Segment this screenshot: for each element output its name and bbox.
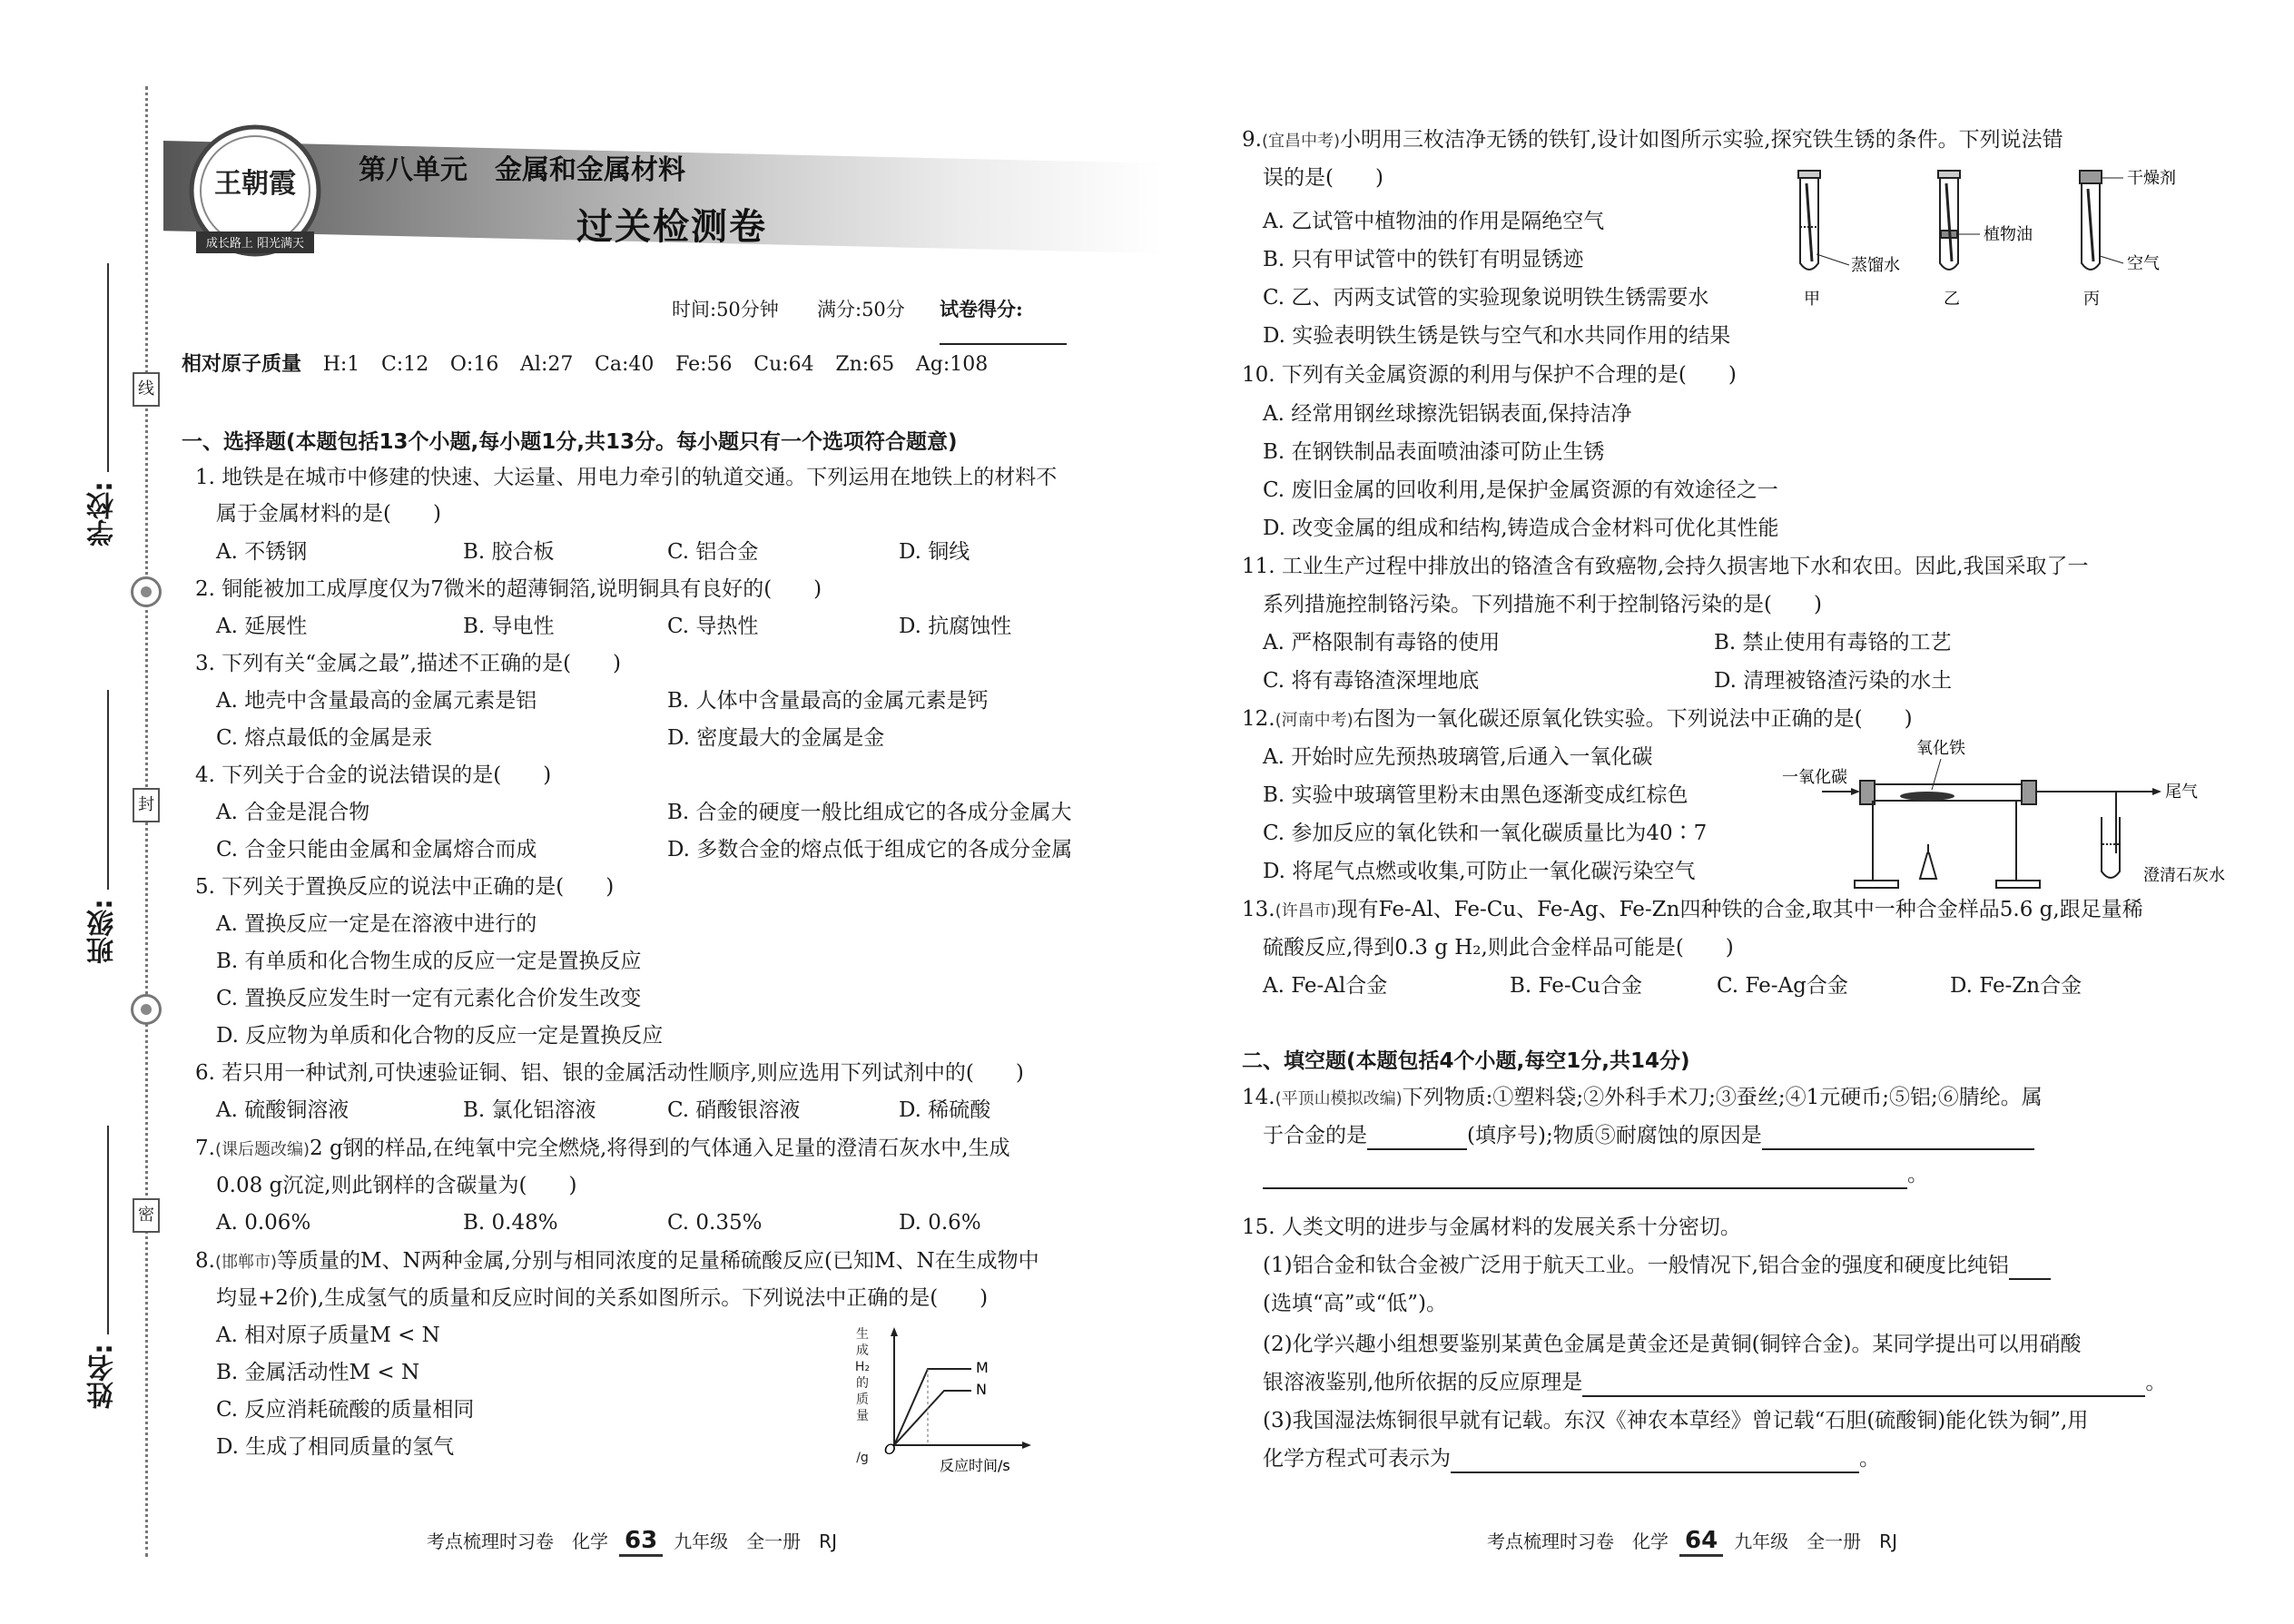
score-label: 试卷得分:: [940, 295, 1147, 345]
label-distilled-water: 蒸馏水: [1851, 256, 1900, 275]
question-11-stem: 系列措施控制铬污染。下列措施不利于控制铬污染的是( ): [1263, 593, 1822, 616]
label-tube-bing: 丙: [2083, 290, 2100, 309]
binding-tag-seal: 封: [133, 788, 160, 822]
name-field[interactable]: [107, 1126, 109, 1334]
question-1-stem: 1. 地铁是在城市中修建的快速、大运量、用电力牵引的轨道交通。下列运用在地铁上的材料不: [195, 466, 1058, 489]
school-label: 学校:: [87, 481, 119, 546]
label-plant-oil: 植物油: [1984, 225, 2033, 244]
question-source: (课后题改编): [214, 1140, 310, 1159]
option-d[interactable]: D. 清理被铬渣污染的水土: [1714, 669, 1953, 693]
option-a[interactable]: A. 经常用钢丝球擦洗铝锅表面,保持洁净: [1263, 402, 1632, 426]
logo-text: 王朝霞: [214, 168, 296, 200]
question-source: (邯郸市): [214, 1253, 277, 1272]
iron-oxide-powder: [1900, 792, 1954, 801]
option-b[interactable]: B. 人体中含量最高的金属元素是钙: [667, 689, 989, 713]
footer-left: 考点梳理时习卷 化学 63 九年级 全一册 RJ: [427, 1527, 837, 1557]
option-b[interactable]: B. 有单质和化合物生成的反应一定是置换反应: [216, 950, 642, 973]
label-tube-yi: 乙: [1944, 290, 1960, 309]
question-14-stem: 14.(平顶山模拟改编)下列物质:①塑料袋;②外科手术刀;③蚕丝;④1元硬币;⑤铝;⑥腈纶。属: [1242, 1086, 2043, 1109]
question-source: (河南中考): [1275, 711, 1354, 730]
option-d[interactable]: D. 实验表明铁生锈是铁与空气和水共同作用的结果: [1263, 324, 1731, 348]
chart-y-arrow: [891, 1327, 898, 1336]
option-a[interactable]: A. 地壳中含量最高的金属元素是铝: [216, 689, 537, 713]
footer-right: 考点梳理时习卷 化学 64 九年级 全一册 RJ: [1487, 1527, 1897, 1557]
answer-blank[interactable]: [1762, 1128, 2034, 1150]
section-heading-choice: 一、选择题(本题包括13个小题,每小题1分,共13分。每小题只有一个选项符合题意): [182, 430, 958, 454]
question-6-stem: 6. 若只用一种试剂,可快速验证铜、铝、银的金属活动性顺序,则应选用下列试剂中的( ): [195, 1061, 1024, 1085]
option-a[interactable]: A. 硫酸铜溶液: [216, 1098, 350, 1122]
option-d[interactable]: D. 抗腐蚀性: [899, 615, 1012, 638]
option-a[interactable]: A. 严格限制有毒铬的使用: [1263, 631, 1501, 655]
option-a[interactable]: A. Fe-Al合金: [1263, 974, 1388, 998]
answer-blank[interactable]: [1582, 1375, 2145, 1397]
option-c[interactable]: C. 熔点最低的金属是汞: [216, 726, 433, 750]
atomic-mass-value: Al:27: [520, 353, 574, 376]
answer-blank[interactable]: [2009, 1258, 2051, 1280]
option-d[interactable]: D. 改变金属的组成和结构,铸造成合金材料可优化其性能: [1263, 517, 1779, 540]
option-c[interactable]: C. 置换反应发生时一定有元素化合价发生改变: [216, 987, 642, 1010]
question-14-stem: 于合金的是 (填序号);物质⑤耐腐蚀的原因是: [1263, 1121, 2034, 1150]
answer-blank[interactable]: [1451, 1452, 1859, 1473]
right-page: [1147, 0, 2294, 1624]
chart-series-n: N: [976, 1381, 987, 1398]
option-d[interactable]: D. 多数合金的熔点低于组成它的各成分金属: [667, 838, 1073, 861]
option-c[interactable]: C. 参加反应的氧化铁和一氧化碳质量比为40∶7: [1263, 822, 1708, 845]
binding-hole-icon: [131, 576, 162, 607]
atomic-mass-value: O:16: [449, 353, 499, 376]
atomic-mass-value: C:12: [380, 353, 429, 376]
binding-tag-secret: 密: [133, 1198, 160, 1233]
atomic-mass-value: Zn:65: [835, 353, 895, 376]
option-c[interactable]: C. 合金只能由金属和金属熔合而成: [216, 838, 537, 861]
svg-text:量: 量: [856, 1409, 869, 1423]
atomic-mass-label: 相对原子质量: [182, 352, 302, 376]
tube-yi: [1938, 171, 1960, 270]
option-d[interactable]: D. 铜线: [899, 540, 970, 564]
option-a[interactable]: A. 相对原子质量M < N: [216, 1324, 440, 1347]
question-15-part-3: (3)我国湿法炼铜很早就有记载。东汉《神农本草经》曾记载“石胆(硫酸铜)能化铁为铜”,用: [1263, 1409, 2089, 1432]
svg-text:成: 成: [856, 1343, 869, 1358]
option-a[interactable]: A. 延展性: [216, 615, 308, 638]
option-b[interactable]: B. Fe-Cu合金: [1510, 974, 1643, 998]
question-3-stem: 3. 下列有关“金属之最”,描述不正确的是( ): [195, 652, 622, 675]
label-tail-gas: 尾气: [2165, 782, 2198, 802]
option-d[interactable]: D. 0.6%: [899, 1211, 981, 1235]
svg-text:的: 的: [856, 1376, 869, 1391]
chart-origin: O: [884, 1441, 896, 1458]
score-input[interactable]: [940, 325, 1067, 345]
option-b[interactable]: B. 实验中玻璃管里粉末由黑色逐渐变成红棕色: [1263, 783, 1689, 807]
atomic-mass-value: H:1: [322, 353, 360, 376]
label-iron-oxide: 氧化铁: [1916, 739, 1965, 758]
question-15-part-3: 化学方程式可表示为 。: [1263, 1444, 1880, 1473]
label-tube-jia: 甲: [1804, 290, 1820, 309]
option-a[interactable]: A. 开始时应先预热玻璃管,后通入一氧化碳: [1263, 745, 1653, 769]
name-label: 姓名:: [87, 1343, 119, 1409]
option-c[interactable]: C. 导热性: [667, 615, 759, 638]
chart-x-arrow: [1022, 1442, 1031, 1449]
question-7-stem: 0.08 g沉淀,则此钢样的含碳量为( ): [216, 1174, 577, 1197]
question-2-stem: 2. 铜能被加工成厚度仅为7微米的超薄铜箔,说明铜具有良好的( ): [195, 577, 822, 601]
option-b[interactable]: B. 0.48%: [463, 1211, 558, 1235]
page-number: 63: [619, 1527, 663, 1557]
atomic-mass-value: Fe:56: [675, 353, 733, 376]
question-15-part-2: (2)化学兴趣小组想要鉴别某黄色金属是黄金还是黄铜(铜锌合金)。某同学提出可以用硝酸: [1263, 1333, 2082, 1356]
option-b[interactable]: B. 只有甲试管中的铁钉有明显锈迹: [1263, 248, 1584, 271]
atomic-mass-row: [182, 349, 988, 377]
chart-series-m: M: [976, 1359, 989, 1376]
logo-icon: [178, 118, 332, 272]
page-number: 64: [1679, 1527, 1723, 1557]
question-14-stem: 。: [1263, 1160, 1928, 1189]
question-7-stem: 7.(课后题改编)2 g钢的样品,在纯氧中完全燃烧,将得到的气体通入足量的澄清石灰水中,生成: [195, 1137, 1010, 1160]
question-12-stem: 12.(河南中考)右图为一氧化碳还原氧化铁实验。下列说法中正确的是( ): [1242, 707, 1913, 731]
option-b[interactable]: B. 金属活动性M < N: [216, 1361, 420, 1384]
svg-text:生: 生: [856, 1327, 869, 1342]
chart-x-label: 反应时间/s: [940, 1457, 1010, 1474]
label-limewater: 澄清石灰水: [2143, 866, 2225, 885]
co-reduction-apparatus: [1782, 735, 2236, 894]
stand-left: [1855, 801, 1898, 888]
question-15-part-1: (选填“高”或“低”)。: [1263, 1292, 1447, 1315]
question-8-stem: 8.(邯郸市)等质量的M、N两种金属,分别与相同浓度的足量稀硫酸反应(已知M、N在生成物中: [195, 1249, 1039, 1273]
option-c[interactable]: C. 硝酸银溶液: [667, 1098, 801, 1122]
tube-bing: [2080, 171, 2102, 270]
outlet-tube: [2036, 792, 2154, 853]
exam-full-score: 满分:50分: [817, 299, 905, 320]
option-b[interactable]: B. 在钢铁制品表面喷油漆可防止生锈: [1263, 440, 1605, 464]
option-c[interactable]: C. 废旧金属的回收利用,是保护金属资源的有效途径之一: [1263, 478, 1778, 502]
option-c[interactable]: C. Fe-Ag合金: [1717, 974, 1848, 998]
option-d[interactable]: D. Fe-Zn合金: [1950, 974, 2082, 998]
option-b[interactable]: B. 禁止使用有毒铬的工艺: [1714, 631, 1952, 655]
question-13-stem: 13.(许昌市)现有Fe-Al、Fe-Cu、Fe-Ag、Fe-Zn四种铁的合金,取其中一种合金样品5.6 g,跟足量稀: [1242, 898, 2143, 921]
question-5-stem: 5. 下列关于置换反应的说法中正确的是( ): [195, 875, 615, 899]
exam-title: 过关检测卷: [576, 206, 767, 248]
option-d[interactable]: D. 反应物为单质和化合物的反应一定是置换反应: [216, 1024, 664, 1048]
label-desiccant: 干燥剂: [2127, 169, 2176, 188]
label-air: 空气: [2127, 254, 2160, 273]
class-field[interactable]: [107, 690, 109, 890]
option-a[interactable]: A. 0.06%: [216, 1211, 311, 1235]
option-c[interactable]: C. 铝合金: [667, 540, 759, 564]
question-9-stem: 9.(宜昌中考)小明用三枚洁净无锈的铁钉,设计如图所示实验,探究铁生锈的条件。下列说法错: [1242, 128, 2063, 152]
option-c[interactable]: C. 反应消耗硫酸的质量相同: [216, 1398, 475, 1422]
atomic-mass-value: Cu:64: [753, 353, 814, 376]
chart-y-label: [855, 1326, 870, 1465]
question-8-stem: 均显+2价),生成氢气的质量和反应时间的关系如图所示。下列说法中正确的是( ): [216, 1286, 989, 1310]
option-b[interactable]: B. 导电性: [463, 615, 555, 638]
question-11-stem: 11. 工业生产过程中排放出的铬渣含有致癌物,会持久损害地下水和农田。因此,我国采取了一: [1242, 555, 2089, 578]
svg-text:/g: /g: [856, 1451, 869, 1465]
logo-slogan: 成长路上 阳光满天: [205, 237, 305, 251]
svg-text:质: 质: [856, 1393, 869, 1407]
question-15-stem: 15. 人类文明的进步与金属材料的发展关系十分密切。: [1242, 1216, 1741, 1239]
option-a[interactable]: A. 合金是混合物: [216, 801, 370, 824]
atomic-mass-value: Ca:40: [595, 353, 655, 376]
option-c[interactable]: C. 乙、丙两支试管的实验现象说明铁生锈需要水: [1263, 286, 1709, 310]
answer-blank[interactable]: [1367, 1128, 1467, 1150]
school-field[interactable]: [107, 263, 109, 472]
atomic-mass-value: Ag:108: [915, 353, 989, 376]
question-1-stem: 属于金属材料的是( ): [216, 502, 441, 526]
option-d[interactable]: D. 生成了相同质量的氢气: [216, 1435, 455, 1459]
option-b[interactable]: B. 胶合板: [463, 540, 555, 564]
option-c[interactable]: C. 将有毒铬渣深埋地底: [1263, 669, 1480, 693]
iron-rust-test-tubes: [1782, 163, 2209, 313]
hydrogen-mass-chart: [844, 1325, 1080, 1480]
option-a[interactable]: A. 不锈钢: [216, 540, 308, 564]
question-15-part-1: (1)铝合金和钛合金被广泛用于航天工业。一般情况下,铝合金的强度和硬度比纯铝: [1263, 1251, 2051, 1280]
question-source: (平顶山模拟改编): [1275, 1089, 1403, 1108]
burner: [1920, 844, 1936, 879]
option-b[interactable]: B. 氯化铝溶液: [463, 1098, 596, 1122]
question-10-stem: 10. 下列有关金属资源的利用与保护不合理的是( ): [1242, 363, 1737, 387]
answer-blank[interactable]: [1263, 1167, 1907, 1189]
exam-time: 时间:50分钟: [672, 299, 779, 320]
option-b[interactable]: B. 合金的硬度一般比组成它的各成分金属大: [667, 801, 1072, 824]
section-heading-fill: 二、填空题(本题包括4个小题,每空1分,共14分): [1242, 1049, 1690, 1073]
option-d[interactable]: D. 稀硫酸: [899, 1098, 991, 1122]
class-label: 班级:: [87, 899, 119, 964]
question-4-stem: 4. 下列关于合金的说法错误的是( ): [195, 763, 552, 787]
option-d[interactable]: D. 密度最大的金属是金: [667, 726, 885, 750]
option-a[interactable]: A. 置换反应一定是在溶液中进行的: [216, 912, 537, 936]
option-c[interactable]: C. 0.35%: [667, 1211, 763, 1235]
glass-tube: [1860, 781, 2036, 804]
binding-hole-icon: [131, 994, 162, 1025]
question-15-part-2: 银溶液鉴别,他所依据的反应原理是 。: [1263, 1368, 2166, 1397]
question-9-stem: 误的是( ): [1263, 166, 1383, 190]
binding-tag-line: 线: [133, 372, 160, 407]
question-source: (许昌市): [1275, 901, 1337, 920]
question-13-stem: 硫酸反应,得到0.3 g H₂,则此合金样品可能是( ): [1263, 936, 1734, 960]
option-a[interactable]: A. 乙试管中植物油的作用是隔绝空气: [1263, 210, 1605, 233]
label-carbon-monoxide: 一氧化碳: [1782, 768, 1847, 787]
option-d[interactable]: D. 将尾气点燃或收集,可防止一氧化碳污染空气: [1263, 860, 1696, 883]
unit-title: 第八单元 金属和金属材料: [359, 154, 685, 186]
svg-text:H₂: H₂: [854, 1360, 871, 1374]
question-source: (宜昌中考): [1261, 132, 1340, 151]
stand-right: [1996, 801, 2040, 888]
